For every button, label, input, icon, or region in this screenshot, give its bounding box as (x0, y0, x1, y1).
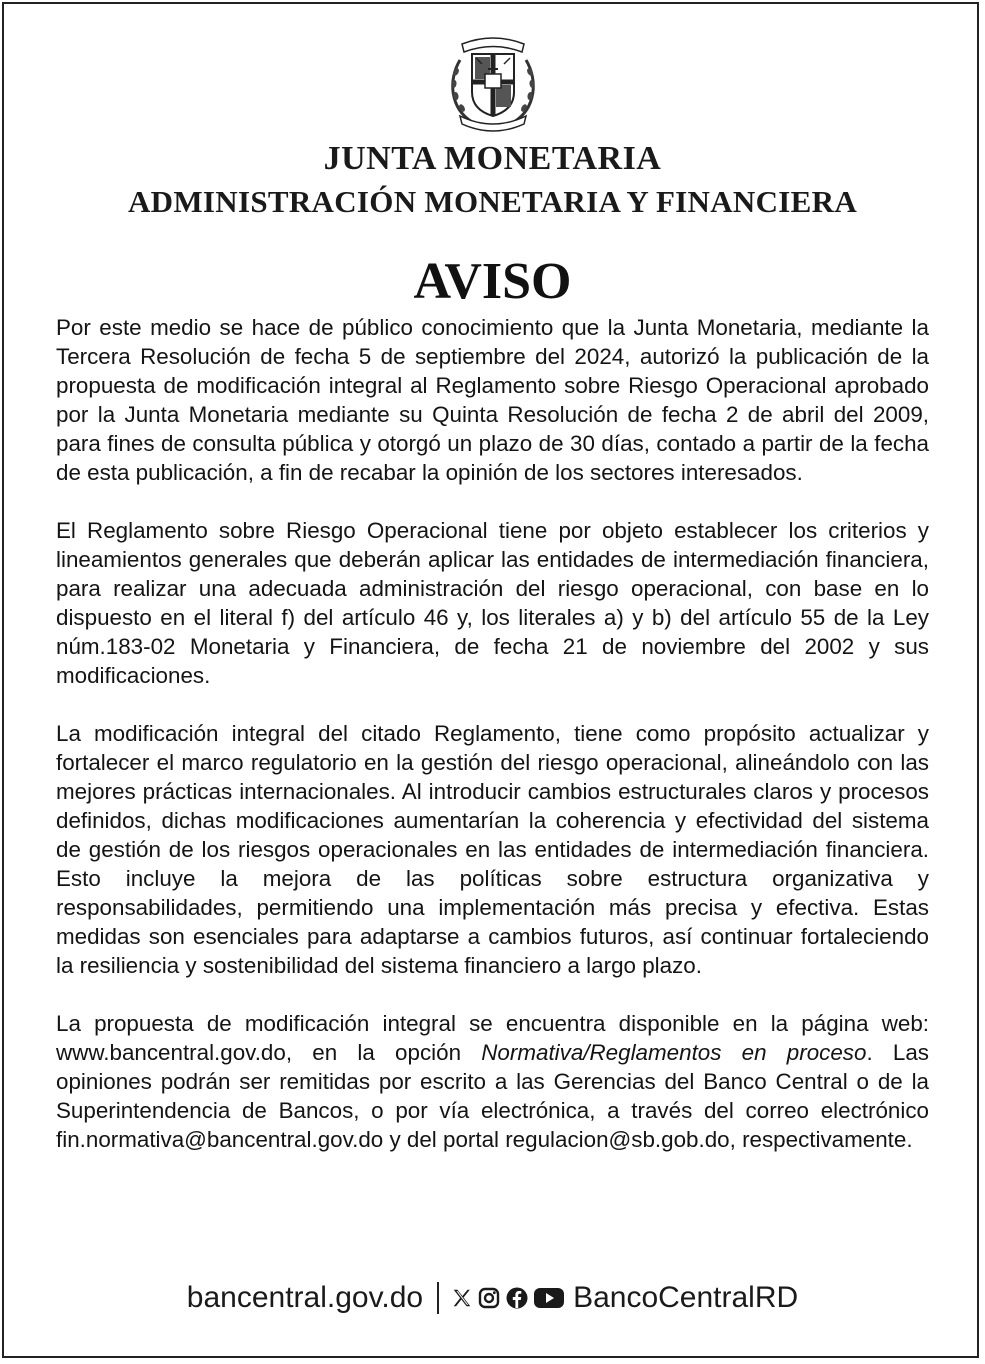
paragraph-1: Por este medio se hace de público conocimiento que la Junta Monetaria, mediante la Tercera Resolución de fecha 5 de septiembre del 2024, autorizó la publicación de la propuesta de modificación integral al Reglamento sobre Riesgo Operacional aprobado por la Junta Monetaria mediante su Quinta Resolución de fecha 2 de abril del 2009, para fines de consulta pública y otorgó un plazo de 30 días, contado a partir de la fecha de esta publicación, a fin de recabar la opinión de los sectores interesados. (56, 315, 929, 485)
paragraph-4-text-b: . Las opiniones podrán ser remitidas por escrito a las Gerencias del Banco Central o de la Superintendencia de Bancos, o por vía electrónica, a través del correo electrónico fin.normativa@bancentral.gov.do y del portal regulacion@sb.gob.do, respectivamente. (56, 1040, 929, 1152)
organization-name: JUNTA MONETARIA (323, 140, 662, 177)
youtube-icon[interactable] (533, 1286, 565, 1310)
facebook-icon[interactable] (505, 1286, 529, 1310)
notice-body (56, 313, 929, 1154)
organization-subtitle: ADMINISTRACIÓN MONETARIA Y FINANCIERA (127, 184, 858, 219)
footer-separator (437, 1282, 439, 1314)
footer (0, 1281, 985, 1315)
paragraph-2: El Reglamento sobre Riesgo Operacional tiene por objeto establecer los criterios y lineamientos generales que deberán aplicar las entidades de intermediación financiera, para realizar una adecuada administración del riesgo operacional, con base en lo dispuesto en el literal f) del artículo 46 y, los literales a) y b) del artículo 55 de la Ley núm.183-02 Monetaria y Financiera, de fecha 21 de noviembre del 2002 y sus modificaciones. (56, 518, 929, 688)
footer-social-handle[interactable]: BancoCentralRD (573, 1281, 799, 1314)
paragraph-4 (56, 1009, 929, 1154)
x-icon[interactable] (451, 1287, 473, 1309)
instagram-icon[interactable] (477, 1286, 501, 1310)
social-icons (451, 1286, 565, 1310)
footer-website[interactable]: bancentral.gov.do (186, 1281, 424, 1314)
paragraph-4-menu-path: Normativa/Reglamentos en proceso (481, 1040, 867, 1065)
paragraph-4-text-a: La propuesta de modificación integral se encuentra disponible en la página web: www.bancentral.gov.do, en la opción (56, 1011, 929, 1065)
notice-title: AVISO (413, 253, 572, 310)
coat-of-arms-icon (442, 30, 544, 134)
paragraph-3: La modificación integral del citado Reglamento, tiene como propósito actualizar y fortalecer el marco regulatorio en la gestión del riesgo operacional, alineándolo con las mejores prácticas internacionales. Al introducir cambios estructurales claros y procesos definidos, dichas modificaciones aumentarían la coherencia y efectividad del sistema de gestión de los riesgos operacionales en las entidades de intermediación financiera. Esto incluye la mejora de las políticas sobre estructura organizativa y responsabilidades, permitiendo una implementación más precisa y efectiva. Estas medidas son esenciales para adaptarse a cambios futuros, así continuar fortaleciendo la resiliencia y sostenibilidad del sistema financiero a largo plazo. (56, 721, 929, 978)
